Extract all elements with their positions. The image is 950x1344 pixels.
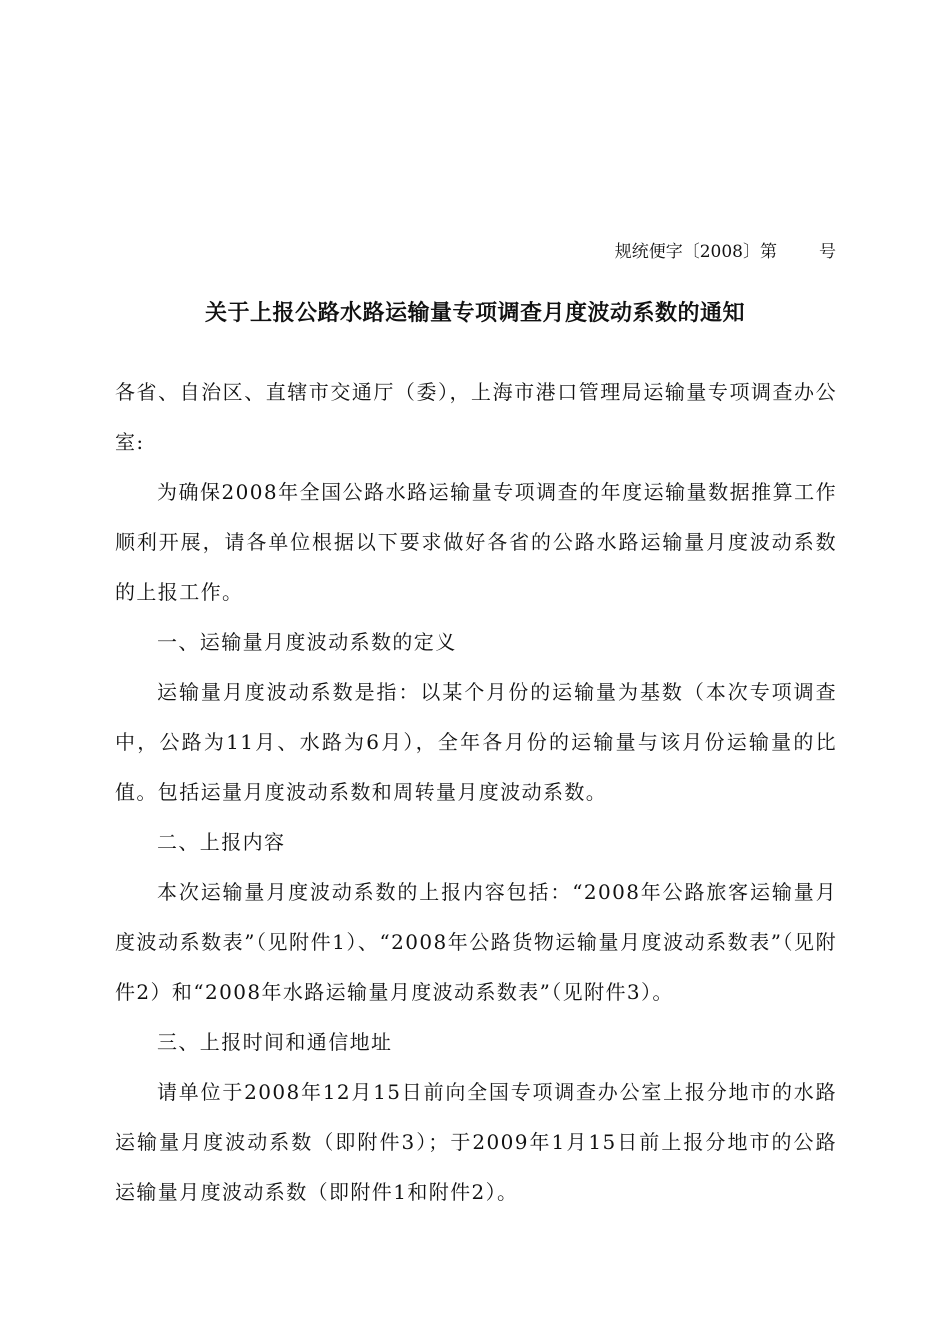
section2-body: 本次运输量月度波动系数的上报内容包括：“2008年公路旅客运输量月度波动系数表”（见附件1）、“2008年公路货物运输量月度波动系数表”（见附件2）和“2008年水路运输量月度波动系数表”（见附件3）。 [115, 880, 837, 1004]
section1-body: 运输量月度波动系数是指：以某个月份的运输量为基数（本次专项调查中，公路为11月、水路为6月），全年各月份的运输量与该月份运输量的比值。包括运量月度波动系数和周转量月度波动系数。 [115, 680, 837, 804]
addressee-paragraph: 各省、自治区、直辖市交通厅（委），上海市港口管理局运输量专项调查办公室: [115, 380, 837, 454]
document-number [520, 240, 836, 264]
section1-heading: 一、运输量月度波动系数的定义 [157, 630, 457, 654]
section3-body: 请单位于2008年12月15日前向全国专项调查办公室上报分地市的水路运输量月度波动系数（即附件3）；于2009年1月15日前上报分地市的公路运输量月度波动系数（即附件1和附件2）。 [115, 1080, 837, 1204]
document-body [115, 367, 837, 1217]
document-number-prefix: 规统便字〔2008〕第 [614, 242, 777, 262]
document-number-suffix: 号 [819, 242, 836, 262]
section2-heading: 二、上报内容 [157, 830, 286, 854]
document-title: 关于上报公路水路运输量专项调查月度波动系数的通知 [204, 301, 745, 326]
intro-paragraph: 为确保2008年全国公路水路运输量专项调查的年度运输量数据推算工作顺利开展，请各单位根据以下要求做好各省的公路水路运输量月度波动系数的上报工作。 [115, 480, 837, 604]
section3-heading: 三、上报时间和通信地址 [157, 1030, 393, 1054]
